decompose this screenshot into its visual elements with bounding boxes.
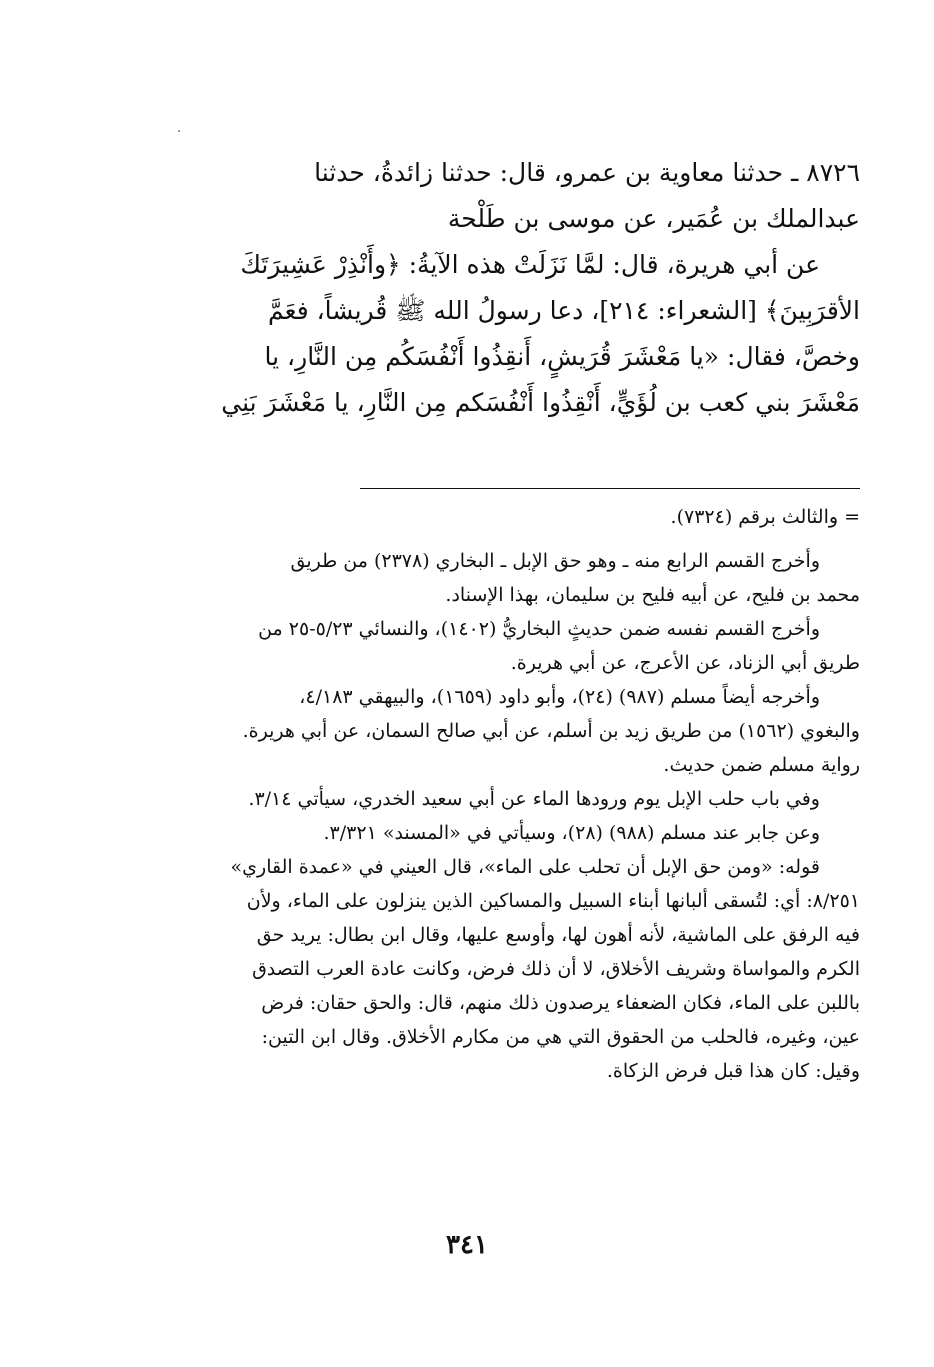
hadith-text <box>160 150 860 426</box>
hadith-line-5: وخصَّ، فقال: «يا مَعْشَرَ قُرَيشٍ، أَنقِذُوا أَنْفُسَكُم مِن النَّارِ، يا <box>264 342 860 371</box>
hadith-line-3: عن أبي هريرة، قال: لمَّا نَزَلَتْ هذه الآيةُ: ﴿وأَنْذِرْ عَشِيرَتَكَ <box>240 250 820 279</box>
footnote-line-3: محمد بن فليح، عن أبيه فليح بن سليمان، بهذا الإسناد. <box>445 584 860 606</box>
hadith-line-2: عبدالملك بن عُمَير، عن موسى بن طَلْحة <box>447 204 860 233</box>
footnote-line-6: وأخرجه أيضاً مسلم (٩٨٧) (٢٤)، وأبو داود (١٦٥٩)، والبيهقي ٤/١٨٣، <box>299 686 820 708</box>
footnote-line-5: طريق أبي الزناد، عن الأعرج، عن أبي هريرة. <box>510 652 860 674</box>
footnote-line-7: والبغوي (١٥٦٢) من طريق زيد بن أسلم، عن أبي صالح السمان، عن أبي هريرة. <box>242 720 860 742</box>
paper-speck <box>178 130 180 132</box>
footnote-line-17: وقيل: كان هذا قبل فرض الزكاة. <box>606 1060 860 1082</box>
footnote-line-8: رواية مسلم ضمن حديث. <box>663 754 860 776</box>
footnote-line-16: عين، وغيره، فالحلب من الحقوق التي هي من مكارم الأخلاق. وقال ابن التين: <box>261 1026 860 1048</box>
footnote-line-4: وأخرج القسم نفسه ضمن حديثٍ البخاريُّ (١٤٠٢)، والنسائي ٥/٢٣-٢٥ من <box>258 618 820 640</box>
page-number: ٣٤١ <box>446 1230 488 1260</box>
footnote-line-9: وفي باب حلب الإبل يوم ورودها الماء عن أبي سعيد الخدري، سيأتي ٣/١٤. <box>248 788 820 810</box>
footnote-divider <box>360 488 860 489</box>
footnote-line-15: باللبن على الماء، فكان الضعفاء يرصدون ذلك منهم، قال: والحق حقان: فرض <box>261 992 860 1014</box>
footnotes <box>160 500 860 1088</box>
footnote-line-13: فيه الرفق على الماشية، لأنه أهون لها، وأوسع عليها، وقال ابن بطال: يريد حق <box>256 924 860 946</box>
footnote-line-11: قوله: «ومن حق الإبل أن تحلب على الماء»، قال العيني في «عمدة القاري» <box>230 856 820 878</box>
footnote-line-14: الكرم والمواساة وشريف الأخلاق، لا أن ذلك فرض، وكانت عادة العرب التصدق <box>252 958 860 980</box>
hadith-line-4: الأقرَبِينَ﴾ [الشعراء: ٢١٤]، دعا رسولُ الله ﷺ قُريشاً، فعَمَّ <box>268 296 860 325</box>
hadith-line-1: ٨٧٢٦ ـ حدثنا معاوية بن عمرو، قال: حدثنا زائدةُ، حدثنا <box>314 158 860 187</box>
footnote-line-12: ٨/٢٥١: أي: لتُسقى ألبانها أبناء السبيل والمساكين الذين ينزلون على الماء، ولأن <box>246 890 860 912</box>
footnote-line-1: = والثالث برقم (٧٣٢٤). <box>670 506 860 528</box>
footnote-line-2: وأخرج القسم الرابع منه ـ وهو حق الإبل ـ البخاري (٢٣٧٨) من طريق <box>290 550 820 572</box>
footnote-line-10: وعن جابر عند مسلم (٩٨٨) (٢٨)، وسيأتي في «المسند» ٣/٣٢١. <box>323 822 820 844</box>
hadith-line-6: مَعْشَرَ بني كعب بن لُؤَيٍّ، أَنْقِذُوا أَنْفُسَكم مِن النَّارِ، يا مَعْشَرَ بَنِي <box>221 388 860 417</box>
